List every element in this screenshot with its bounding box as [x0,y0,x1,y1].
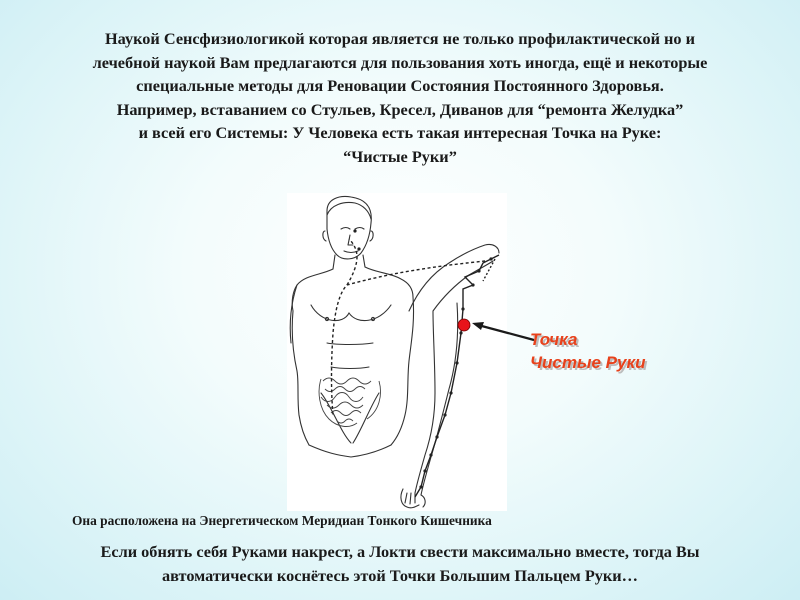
intestines-drawing [319,378,380,426]
footer-line: автоматически коснётесь этой Точки Большим Пальцем Руки… [162,565,638,585]
intro-line: лечебной наукой Вам предлагаются для пользования хоть иногда, ещё и некоторые [92,52,708,72]
intro-paragraph [10,27,790,168]
intro-line-point-name: “Чистые Руки” [343,146,457,166]
clean-hands-point-marker [458,319,470,331]
footer-line: Если обнять себя Руками накрест, а Локти свести максимально вместе, тогда Вы [100,542,700,561]
callout-line-point: Точка [530,330,578,349]
meridian-illustration [287,193,507,511]
intro-line: и всей его Системы: У Человека есть такая интересная Точка на Руке: [138,123,662,142]
intro-line: Наукой Сенсфизиологикой которая является не только профилактической но и [104,29,696,48]
point-callout-label [530,328,645,374]
intro-line: Например, вставанием со Стульев, Кресел, Диванов для “ремонта Желудка” [116,99,684,119]
body-diagram [287,193,507,511]
raised-arm-outline [401,244,499,507]
meridian-caption: Она расположена на Энергетическом Меридиан Тонкого Кишечника [72,513,492,528]
callout-line-name: Чистые Руки [530,353,646,372]
intro-line: специальные методы для Реновации Состояния Постоянного Здоровья. [136,76,664,95]
footer-paragraph [20,540,780,587]
torso-outline [290,197,413,457]
